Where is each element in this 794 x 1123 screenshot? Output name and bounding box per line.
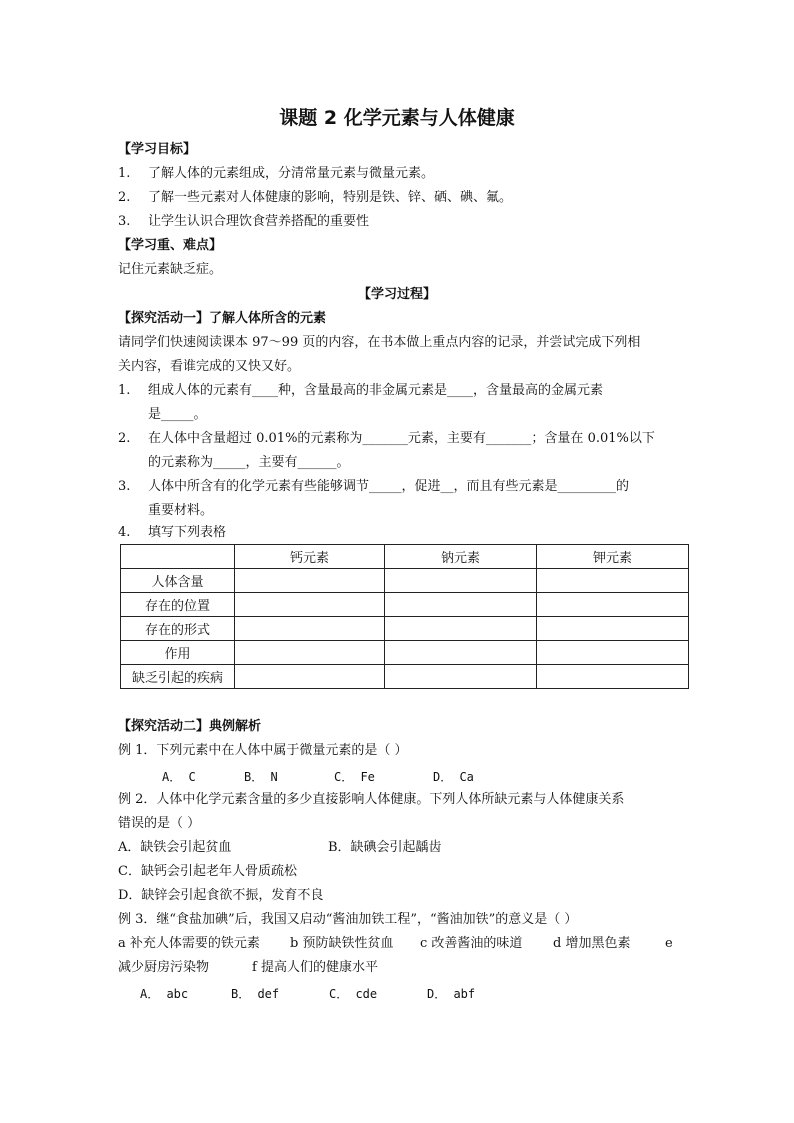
example-3-option-d[interactable]: D． abf [427, 987, 476, 1001]
example-2-option-c[interactable]: C．缺钙会引起老年人骨质疏松 [118, 864, 297, 879]
example-1-option-c[interactable]: C． Fe [334, 770, 375, 784]
table-row-label: 存在的位置 [121, 593, 235, 617]
table-cell-blank[interactable] [385, 665, 537, 689]
table-cell-blank[interactable] [537, 593, 689, 617]
question-1-num: 1. [118, 383, 131, 398]
example-3-choice-e: e [665, 936, 673, 951]
table-cell-blank[interactable] [385, 569, 537, 593]
goal-item-3 [118, 213, 369, 231]
goal-num-1: 1. [118, 166, 131, 181]
goal-text-3: 让学生认识合理饮食营养搭配的重要性 [148, 214, 370, 229]
example-2-option-a[interactable]: A．缺铁会引起贫血 [118, 840, 232, 855]
example-3-option-c[interactable]: C． cde [329, 987, 378, 1001]
question-1 [118, 382, 603, 400]
question-4-num: 4. [118, 525, 131, 540]
table-row [121, 569, 689, 593]
example-3-choice-d: d 增加黑色素 [553, 936, 631, 951]
question-2-num: 2. [118, 431, 131, 446]
goal-item-2 [118, 189, 512, 207]
example-3-choice-a: a 补充人体需要的铁元素 [118, 936, 260, 951]
question-3-text: 人体中所含有的化学元素有些能够调节_____，促进__，而且有些元素是_________的 [148, 479, 630, 494]
table-cell-blank[interactable] [537, 665, 689, 689]
table-header-row [121, 545, 689, 569]
goal-num-2: 2. [118, 190, 131, 205]
example-1-question: 例 1．下列元素中在人体中属于微量元素的是（ ） [118, 743, 408, 758]
page-title: 课题 2 化学元素与人体健康 [279, 107, 515, 129]
activity1-heading-rest: 了解人体所含的元素 [209, 311, 327, 326]
table-cell-blank[interactable] [537, 617, 689, 641]
table-row-label: 人体含量 [121, 569, 235, 593]
table-row-label: 存在的形式 [121, 617, 235, 641]
goal-num-3: 3. [118, 214, 131, 229]
goal-text-2: 了解一些元素对人体健康的影响，特别是铁、锌、硒、碘、氟。 [148, 190, 513, 205]
example-1-option-d[interactable]: D． Ca [433, 770, 474, 784]
table-cell-blank[interactable] [385, 617, 537, 641]
example-3-choice-e-cont: 减少厨房污染物 [118, 960, 210, 975]
activity1-intro-1: 请同学们快速阅读课本 97～99 页的内容，在书本做上重点内容的记录，并尝试完成下列相 [118, 335, 641, 350]
table-cell-blank[interactable] [235, 593, 385, 617]
question-2 [118, 430, 655, 448]
question-3-cont: 重要材料。 [148, 503, 214, 518]
table-header-cell: 钠元素 [385, 545, 537, 569]
example-3-choice-c: c 改善酱油的味道 [420, 936, 523, 951]
example-2-question-1: 例 2．人体中化学元素含量的多少直接影响人体健康。下列人体所缺元素与人体健康关系 [118, 792, 625, 807]
table-cell-blank[interactable] [385, 593, 537, 617]
question-1-text: 组成人体的元素有____种，含量最高的非金属元素是____，含量最高的金属元素 [148, 383, 604, 398]
example-1-option-b[interactable]: B． N [244, 770, 278, 784]
table-row [121, 665, 689, 689]
table-cell-blank[interactable] [235, 617, 385, 641]
table-cell-blank[interactable] [537, 641, 689, 665]
example-3-question: 例 3．继“食盐加碘”后，我国又启动“酱油加铁工程”，“酱油加铁”的意义是（ ） [118, 912, 578, 927]
example-2-option-d[interactable]: D．缺锌会引起食欲不振，发育不良 [118, 888, 324, 903]
table-header-cell: 钙元素 [235, 545, 385, 569]
process-heading: 【学习过程】 [357, 287, 436, 302]
example-3-choice-f: f 提高人们的健康水平 [252, 960, 378, 975]
table-header-cell [121, 545, 235, 569]
goal-text-1: 了解人体的元素组成，分清常量元素与微量元素。 [148, 166, 435, 181]
example-3-option-b[interactable]: B． def [231, 987, 280, 1001]
activity1-intro-2: 关内容，看谁完成的又快又好。 [118, 359, 301, 374]
activity1-heading: 【探究活动一】 [118, 311, 210, 326]
keypoints-text: 记住元素缺乏症。 [118, 262, 223, 277]
table-cell-blank[interactable] [235, 641, 385, 665]
table-row [121, 617, 689, 641]
question-2-text: 在人体中含量超过 0.01%的元素称为_______元素，主要有_______；含量在 0.01%以下 [148, 431, 655, 446]
activity2-heading: 【探究活动二】典例解析 [118, 719, 262, 734]
table-row-label: 作用 [121, 641, 235, 665]
table-row [121, 593, 689, 617]
question-3-num: 3. [118, 479, 131, 494]
question-4 [118, 524, 226, 542]
activity1-heading-line [118, 310, 326, 328]
question-2-cont: 的元素称为_____，主要有______。 [148, 455, 350, 470]
example-1-option-a[interactable]: A． C [162, 770, 196, 784]
example-3-choice-b: b 预防缺铁性贫血 [290, 936, 394, 951]
table-cell-blank[interactable] [235, 569, 385, 593]
elements-table [120, 544, 689, 689]
table-header-cell: 钾元素 [537, 545, 689, 569]
goal-item-1 [118, 165, 434, 183]
question-1-cont: 是_____。 [148, 407, 207, 422]
table-row-label: 缺乏引起的疾病 [121, 665, 235, 689]
table-row [121, 641, 689, 665]
question-3 [118, 478, 629, 496]
example-3-option-a[interactable]: A． abc [140, 987, 189, 1001]
table-cell-blank[interactable] [385, 641, 537, 665]
table-cell-blank[interactable] [235, 665, 385, 689]
keypoints-heading: 【学习重、难点】 [118, 238, 223, 253]
example-2-question-2: 错误的是（ ） [118, 816, 201, 831]
table-cell-blank[interactable] [537, 569, 689, 593]
goals-heading: 【学习目标】 [118, 142, 197, 157]
question-4-text: 填写下列表格 [148, 525, 227, 540]
example-2-option-b[interactable]: B．缺碘会引起龋齿 [328, 840, 442, 855]
